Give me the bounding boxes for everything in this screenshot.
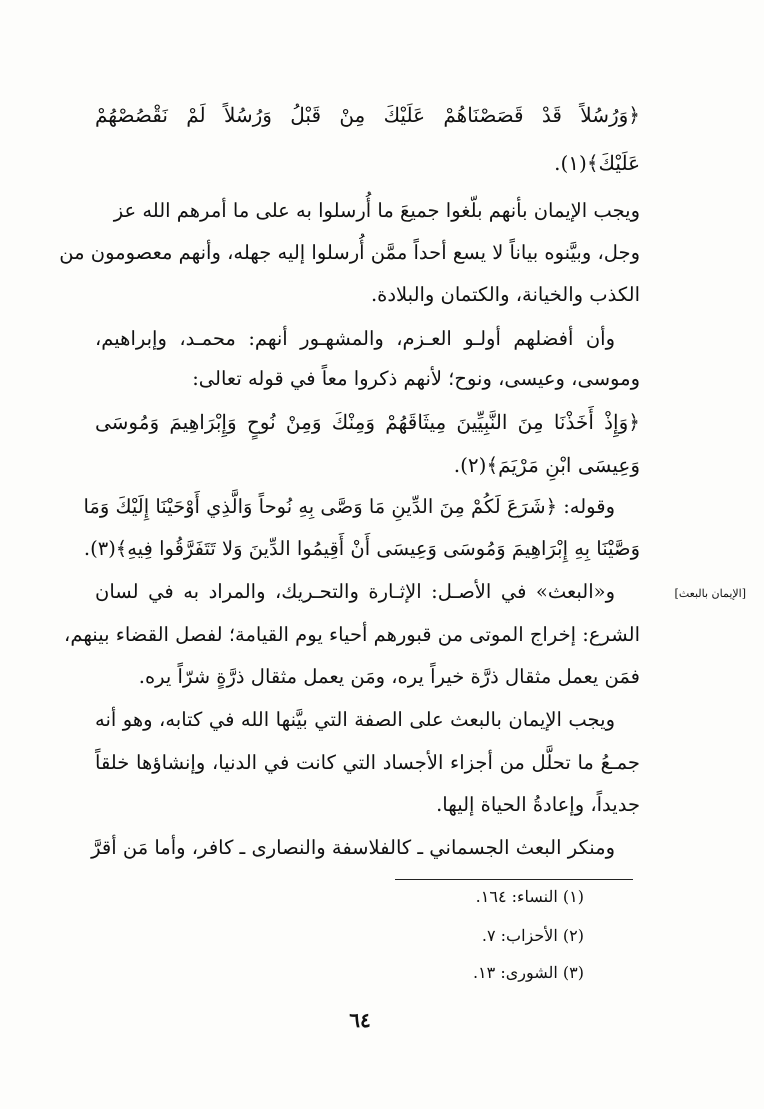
body-line-12: و«البعث» في الأصـل: الإثـارة والتحـريك، والمراد به في لسان xyxy=(95,580,615,603)
body-line-16: جمـعُ ما تحلَّل من أجزاء الأجساد التي كانت في الدنيا، وإنشاؤها خلقاً xyxy=(95,751,640,774)
body-line-1: ﴿وَرُسُلاً قَدْ قَصَصْنَاهُمْ عَلَيْكَ مِنْ قَبْلُ وَرُسُلاً لَمْ نَقْصُصْهُمْ xyxy=(95,103,640,127)
page-number: ٦٤ xyxy=(349,1008,371,1032)
margin-note: [الإيمان بالبعث] xyxy=(674,587,746,600)
body-line-3: ويجب الإيمان بأنهم بلّغوا جميعَ ما أُرسلوا به على ما أمرهم الله عز xyxy=(113,199,640,222)
body-line-17: جديداً، وإعادةُ الحياة إليها. xyxy=(436,793,640,816)
body-line-7: وموسى، وعيسى، ونوح؛ لأنهم ذكروا معاً في قوله تعالى: xyxy=(192,367,640,390)
body-line-2: عَلَيْكَ﴾(١). xyxy=(554,151,640,175)
body-line-9: وَعِيسَى ابْنِ مَرْيَمَ﴾(٢). xyxy=(453,453,640,477)
footnote-3: (٣) الشورى: ١٣. xyxy=(472,963,584,982)
body-line-14: فمَن يعمل مثقال ذرَّة خيراً يره، ومَن يعمل مثقال ذرَّةٍ شرّاً يره. xyxy=(138,665,640,688)
body-line-10: وقوله: ﴿شَرَعَ لَكُمْ مِنَ الدِّينِ مَا وَصَّى بِهِ نُوحاً وَالَّذِي أَوْحَيْنَا إِلَيْكَ وَمَا xyxy=(83,495,615,518)
body-line-5: الكذب والخيانة، والكتمان والبلادة. xyxy=(370,283,640,306)
body-line-4: وجل، وبيَّنوه بياناً لا يسع أحداً ممَّن أُرسلوا إليه جهله، وأنهم معصومون من xyxy=(59,241,640,264)
body-line-6: وأن أفضلهم أولـو العـزم، والمشهـور أنهم: محمـد، وإبراهيم، xyxy=(95,327,615,350)
body-line-11: وَصَّيْنَا بِهِ إِبْرَاهِيمَ وَمُوسَى وَعِيسَى أَنْ أَقِيمُوا الدِّينَ وَلا تَتَفَرَّقُوا فِيهِ﴾(٣). xyxy=(83,537,640,560)
body-line-15: ويجب الإيمان بالبعث على الصفة التي بيَّنها الله في كتابه، وهو أنه xyxy=(95,708,615,731)
body-line-8: ﴿وَإِذْ أَخَذْنَا مِنَ النَّبِيِّينَ مِيثَاقَهُمْ وَمِنْكَ وَمِنْ نُوحٍ وَإِبْرَاهِيمَ وَمُوسَى xyxy=(95,410,640,434)
body-line-13: الشرع: إخراج الموتى من قبورهم أحياء يوم القيامة؛ لفصل القضاء بينهم، xyxy=(64,623,640,646)
footnote-1: (١) النساء: ١٦٤. xyxy=(475,887,584,906)
footnote-rule xyxy=(395,879,633,880)
footnote-2: (٢) الأحزاب: ٧. xyxy=(481,926,584,945)
body-line-18: ومنكر البعث الجسماني ـ كالفلاسفة والنصارى ـ كافر، وأما مَن أقرَّ xyxy=(91,836,615,859)
